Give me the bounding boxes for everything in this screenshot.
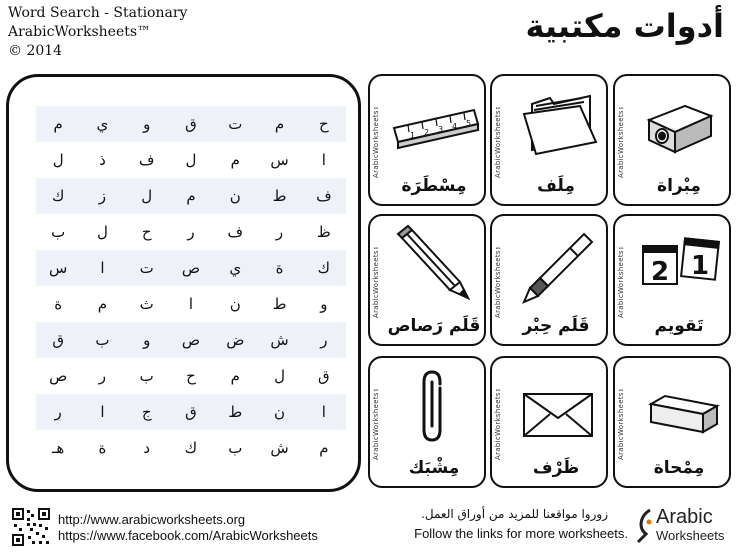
grid-letter: ل — [185, 151, 197, 169]
grid-letter: ص — [169, 322, 213, 358]
card-pencil — [368, 214, 486, 346]
footer — [0, 500, 736, 552]
ruler-number: 1 — [410, 131, 416, 140]
ruler-number: 3 — [438, 125, 444, 134]
grid-row — [36, 430, 346, 466]
card-ruler — [368, 74, 486, 206]
grid-letter: ص — [169, 250, 213, 286]
card-watermark: ArabicWorksheets™ — [372, 383, 380, 461]
grid-letter: ف — [302, 178, 346, 214]
grid-letter: ت — [125, 250, 169, 286]
grid-letter: ل — [52, 151, 64, 169]
grid-letter: ي — [213, 250, 257, 286]
envelope-icon — [510, 366, 606, 446]
word-search-grid — [36, 106, 346, 466]
grid-letter: ن — [229, 295, 241, 313]
grid-row — [36, 286, 346, 322]
card-word: تَقويم — [654, 316, 704, 336]
grid-letter: ل — [125, 178, 169, 214]
facebook-link[interactable]: https://www.facebook.com/ArabicWorksheets — [58, 528, 318, 543]
grid-row — [36, 250, 346, 286]
card-watermark: ArabicWorksheets™ — [494, 383, 502, 461]
calendar-icon — [633, 224, 729, 304]
grid-letter: ل — [96, 223, 108, 241]
calendar-number: 2 — [650, 257, 670, 287]
grid-letter: و — [125, 106, 169, 142]
grid-letter: ة — [98, 439, 107, 457]
grid-letter: ك — [184, 439, 198, 457]
grid-row — [36, 214, 346, 250]
grid-letter: ب — [80, 322, 124, 358]
grid-letter: ز — [80, 178, 124, 214]
grid-letter: ط — [272, 295, 287, 313]
grid-letter: ل — [274, 367, 285, 385]
grid-letter: ب — [139, 367, 154, 385]
website-link[interactable]: http://www.arabicworksheets.org — [58, 512, 246, 527]
card-word: قَلَم رَصاص — [387, 316, 481, 336]
card-word: مِبْراة — [657, 176, 701, 196]
grid-letter: د — [143, 439, 151, 457]
grid-letter: ح — [186, 367, 196, 385]
card-word: ظَرْف — [532, 458, 580, 478]
grid-letter: ي — [80, 106, 124, 142]
grid-row — [36, 178, 346, 214]
grid-letter: م — [36, 106, 80, 142]
ruler-number: 4 — [452, 122, 458, 131]
grid-letter: ك — [302, 250, 346, 286]
grid-letter: ر — [187, 223, 195, 241]
page-title: أدوات مكتبية — [525, 7, 724, 45]
grid-letter: ح — [302, 106, 346, 142]
arabic-worksheets-logo — [634, 504, 734, 548]
card-folder — [490, 74, 608, 206]
ruler-number: 5 — [466, 119, 472, 128]
grid-letter: ب — [228, 439, 243, 457]
card-watermark: ArabicWorksheets™ — [372, 241, 380, 319]
grid-letter: ش — [257, 322, 301, 358]
grid-letter: س — [270, 151, 289, 169]
card-watermark: ArabicWorksheets™ — [617, 383, 625, 461]
footer-english-note: Follow the links for more worksheets. — [414, 526, 628, 541]
grid-letter: ض — [213, 322, 257, 358]
card-calendar — [613, 214, 731, 346]
grid-letter: ر — [302, 322, 346, 358]
grid-letter: ث — [139, 295, 154, 313]
calendar-number: 1 — [690, 251, 710, 281]
logo-text-arabic: Arabic — [656, 506, 713, 528]
grid-letter: م — [257, 106, 301, 142]
grid-letter: ج — [125, 394, 169, 430]
grid-letter: ا — [188, 295, 194, 313]
card-watermark: ArabicWorksheets™ — [372, 101, 380, 179]
header-subtitle: Word Search - Stationary — [8, 5, 188, 21]
logo-text-worksheets: Worksheets — [656, 528, 725, 543]
grid-letter: ح — [141, 223, 152, 241]
qr-code-icon — [12, 508, 50, 546]
grid-letter: ف — [227, 223, 244, 241]
grid-letter: م — [319, 439, 329, 457]
grid-letter: ذ — [99, 151, 106, 169]
grid-letter: ك — [36, 178, 80, 214]
grid-letter: ا — [321, 151, 326, 169]
grid-letter: س — [36, 250, 80, 286]
grid-letter: و — [320, 295, 328, 313]
card-watermark: ArabicWorksheets™ — [494, 101, 502, 179]
grid-letter: ظ — [316, 223, 331, 241]
card-watermark: ArabicWorksheets™ — [617, 241, 625, 319]
header-info — [8, 4, 228, 61]
grid-letter: ة — [54, 295, 63, 313]
grid-letter: ب — [51, 223, 66, 241]
folder-icon — [510, 84, 606, 164]
card-fountain-pen — [490, 214, 608, 346]
grid-row — [36, 106, 346, 142]
grid-letter: ش — [270, 439, 289, 457]
card-sharpener — [613, 74, 731, 206]
pencil-icon — [388, 224, 484, 304]
grid-letter: و — [125, 322, 169, 358]
grid-letter: م — [97, 295, 108, 313]
grid-letter: ق — [36, 322, 80, 358]
card-word: مِمْحاة — [653, 458, 705, 478]
card-word: مِلَف — [537, 176, 575, 196]
fountain-pen-icon — [510, 224, 606, 304]
grid-row — [36, 142, 346, 178]
grid-letter: ر — [36, 394, 80, 430]
grid-row — [36, 394, 346, 430]
paperclip-icon — [388, 366, 484, 446]
grid-letter: م — [230, 151, 240, 169]
grid-letter: ر — [98, 367, 107, 385]
grid-letter: هـ — [51, 439, 65, 457]
card-word: مِشْبَك — [408, 458, 460, 478]
card-paperclip — [368, 356, 486, 488]
grid-letter: ت — [213, 106, 257, 142]
card-word: قَلَم حِبْر — [522, 316, 590, 336]
ruler-number: 2 — [424, 128, 430, 137]
grid-letter: م — [169, 178, 213, 214]
grid-letter: ا — [302, 394, 346, 430]
card-watermark: ArabicWorksheets™ — [494, 241, 502, 319]
grid-letter: ر — [275, 223, 284, 241]
grid-letter: ق — [169, 394, 213, 430]
footer-links — [58, 512, 318, 544]
grid-row — [36, 322, 346, 358]
grid-letter: ا — [80, 394, 124, 430]
eraser-icon — [633, 366, 729, 446]
card-eraser — [613, 356, 731, 488]
card-watermark: ArabicWorksheets™ — [617, 101, 625, 179]
sharpener-icon — [633, 84, 729, 164]
header-brand: ArabicWorksheets™ — [8, 24, 152, 40]
header-copyright: © 2014 — [8, 43, 63, 59]
footer-arabic-note: زوروا مواقعنا للمزيد من أوراق العمل. — [421, 507, 608, 521]
logo-mark-icon — [634, 508, 656, 544]
grid-letter: ط — [257, 178, 301, 214]
grid-letter: ق — [169, 106, 213, 142]
grid-letter: م — [230, 367, 240, 385]
word-search-panel — [6, 74, 361, 492]
grid-letter: ق — [318, 367, 330, 385]
grid-letter: ن — [257, 394, 301, 430]
grid-letter: ا — [80, 250, 124, 286]
grid-letter: ف — [138, 151, 155, 169]
grid-letter: ط — [213, 394, 257, 430]
grid-letter: ن — [213, 178, 257, 214]
ruler-icon — [388, 84, 484, 164]
grid-letter: ص — [49, 367, 68, 385]
card-envelope — [490, 356, 608, 488]
grid-letter: ة — [257, 250, 301, 286]
grid-row — [36, 358, 346, 394]
card-word: مِسْطَرَة — [401, 176, 467, 196]
